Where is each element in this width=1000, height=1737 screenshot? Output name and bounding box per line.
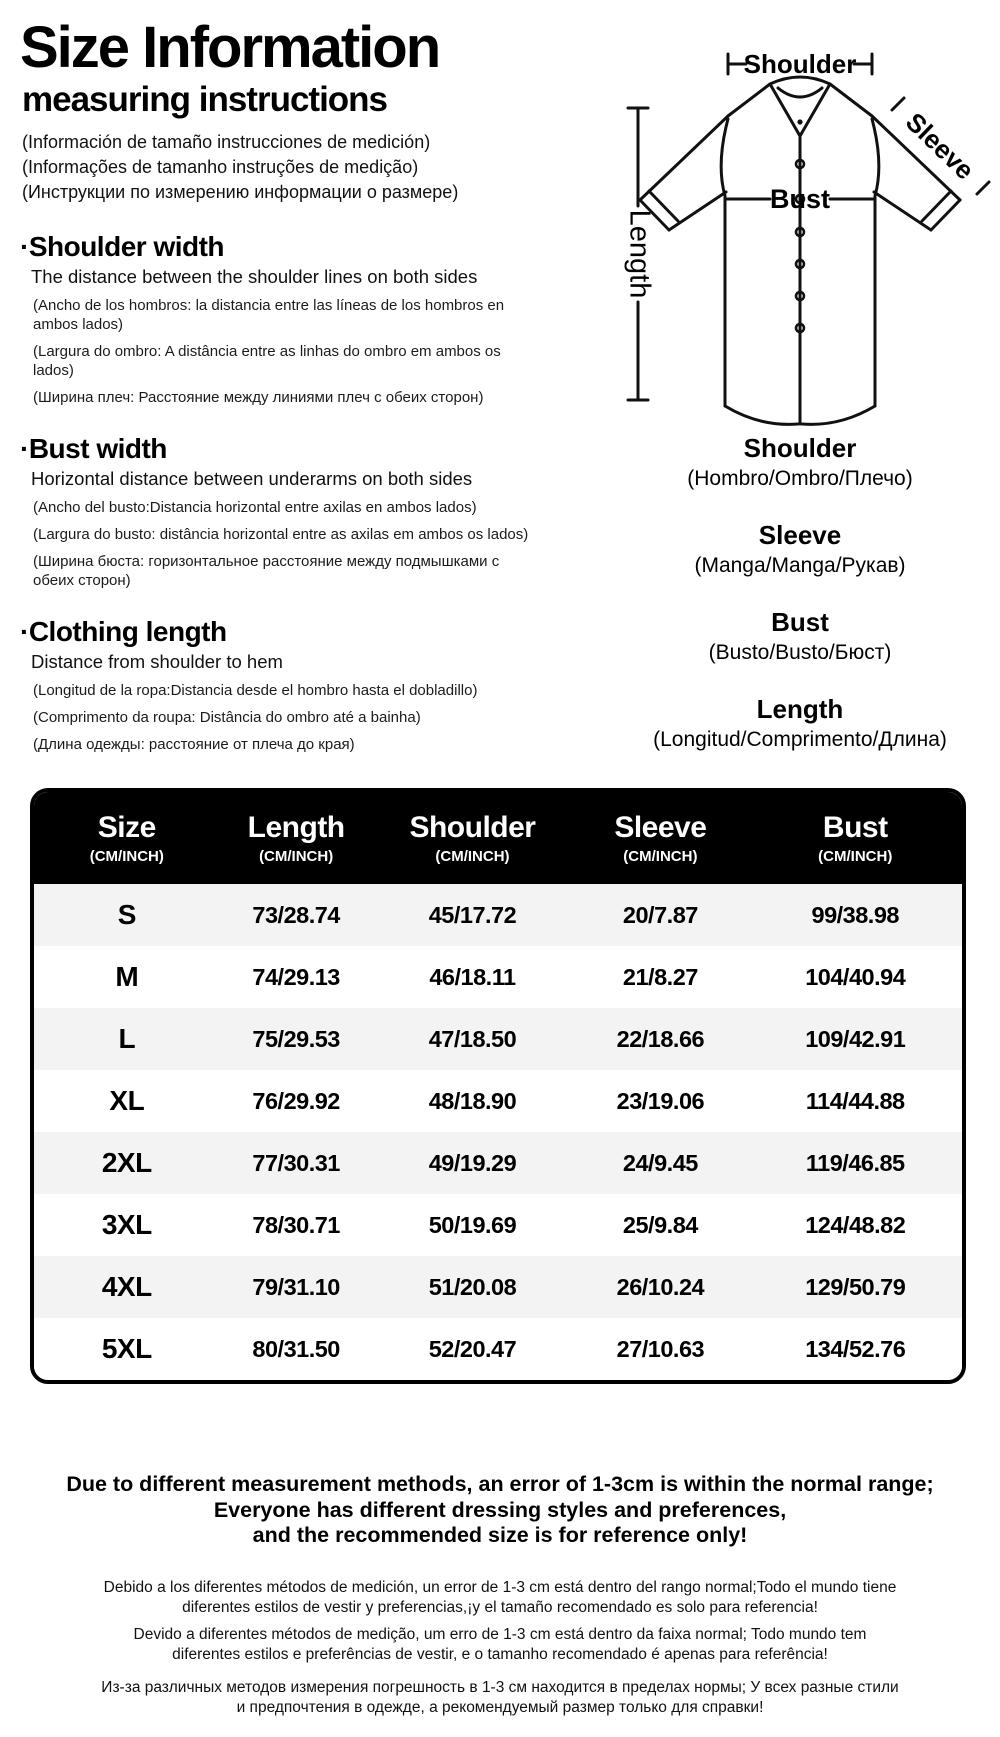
table-row-2xl [34, 1132, 962, 1194]
table-row-4xl [34, 1256, 962, 1318]
size-cell: XL [109, 1085, 145, 1116]
size-cell: 4XL [101, 1271, 152, 1302]
column-header-length [220, 811, 373, 865]
diagram-length-label: Length [623, 209, 656, 299]
table-row-3xl [34, 1194, 962, 1256]
length-cell: 80/31.50 [252, 1335, 340, 1362]
table-row-m [34, 946, 962, 1008]
section-note-ru: (Ширина плеч: Расстояние между линиями плеч с обеих сторон) [33, 389, 484, 407]
section-description: The distance between the shoulder lines on both sides [31, 266, 478, 288]
section-note-pt: (Largura do busto: distância horizontal entre as axilas em ambos os lados) [33, 525, 529, 543]
shoulder-cell: 52/20.47 [428, 1335, 517, 1362]
bust-cell: 114/44.88 [805, 1087, 905, 1114]
bust-cell: 99/38.98 [811, 901, 899, 928]
table-row-l [34, 1008, 962, 1070]
shoulder-cell: 49/19.29 [428, 1149, 517, 1176]
shirt-measurement-diagram-panel [600, 24, 1000, 752]
legend-term: Shoulder [743, 433, 857, 463]
disclaimer-line: Devido a diferentes métodos de medição, um erro de 1-3 cm está dentro da faixa normal; Todo mundo tem [133, 1626, 867, 1643]
column-header-size [34, 811, 220, 865]
sleeve-cell: 25/9.84 [622, 1211, 698, 1238]
title-translation-es: (Información de tamaño instrucciones de medición) [22, 132, 431, 153]
shoulder-cell: 46/18.11 [429, 963, 516, 990]
column-unit: (CM/INCH) [435, 848, 510, 865]
shoulder-cell: 50/19.69 [428, 1211, 517, 1238]
bust-cell: 134/52.76 [805, 1335, 906, 1362]
footer-disclaimer-en [0, 1472, 1000, 1549]
legend-term: Bust [771, 607, 829, 638]
column-unit: (CM/INCH) [818, 848, 893, 865]
page-subtitle: measuring instructions [22, 80, 388, 120]
table-row-5xl [34, 1318, 962, 1380]
size-cell: 2XL [101, 1147, 152, 1178]
bust-cell: 129/50.79 [805, 1273, 906, 1300]
legend-item-length [600, 695, 1000, 752]
size-cell: 5XL [101, 1333, 152, 1364]
disclaimer-line: Из-за различных методов измерения погрешность в 1-3 см находится в пределах нормы; У всех разные стили [101, 1679, 899, 1696]
length-cell: 78/30.71 [252, 1211, 340, 1238]
sleeve-cell: 24/9.45 [622, 1149, 698, 1176]
section-note-es: (Ancho del busto:Distancia horizontal entre axilas en ambos lados) [33, 498, 477, 516]
bust-cell: 104/40.94 [805, 963, 906, 990]
sleeve-cell: 21/8.27 [622, 963, 698, 990]
column-label: Sleeve [614, 811, 707, 844]
footer-disclaimer-pt [0, 1625, 1000, 1665]
disclaimer-line: and the recommended size is for reference only! [252, 1523, 748, 1547]
section-note-es: (Longitud de la ropa:Distancia desde el hombro hasta el dobladillo) [33, 681, 478, 699]
bust-cell: 124/48.82 [805, 1211, 906, 1238]
footer-disclaimer-es [0, 1578, 1000, 1618]
legend-translation: (Longitud/Comprimento/Длина) [653, 727, 947, 751]
shoulder-cell: 51/20.08 [428, 1273, 517, 1300]
disclaimer-line: diferentes estilos e preferências de vestir, e o tamanho recomendado é apenas para referência! [172, 1646, 828, 1663]
bust-cell: 119/46.85 [805, 1149, 905, 1176]
legend-item-bust [600, 608, 1000, 665]
section-clothing-length [20, 617, 552, 754]
column-header-shoulder [373, 811, 573, 865]
column-header-bust [749, 811, 962, 865]
section-note-pt: (Largura do ombro: A distância entre as linhas do ombro em ambos os lados) [33, 343, 501, 380]
shoulder-cell: 45/17.72 [428, 901, 517, 928]
column-unit: (CM/INCH) [259, 848, 334, 865]
disclaimer-line: и предпочтения в одежде, а рекомендуемый размер только для справки! [236, 1699, 764, 1716]
legend-translation: (Hombro/Ombro/Плечо) [687, 466, 913, 490]
section-heading: ·Bust width [20, 433, 167, 465]
size-cell: L [118, 1023, 136, 1054]
column-unit: (CM/INCH) [89, 848, 164, 865]
section-note-pt: (Comprimento da roupa: Distância do ombro até a bainha) [33, 708, 421, 726]
diagram-sleeve-label: Sleeve [899, 106, 981, 186]
diagram-shoulder-label: Shoulder [743, 49, 857, 79]
column-label: Bust [822, 811, 888, 844]
disclaimer-line: diferentes estilos de vestir y preferencias,¡y el tamaño recomendado es solo para referencia! [182, 1599, 818, 1616]
diagram-bust-label: Bust [770, 184, 830, 214]
section-heading: ·Clothing length [20, 615, 227, 647]
size-cell: M [115, 961, 139, 992]
column-label: Length [247, 811, 345, 844]
disclaimer-line: Due to different measurement methods, an error of 1-3cm is within the normal range; [66, 1472, 934, 1496]
table-row-xl [34, 1070, 962, 1132]
legend-item-sleeve [600, 521, 1000, 578]
sleeve-cell: 23/19.06 [616, 1087, 705, 1114]
shoulder-cell: 48/18.90 [428, 1087, 517, 1114]
section-note-ru: (Длина одежды: расстояние от плеча до края) [33, 735, 355, 753]
disclaimer-line: Everyone has different dressing styles and preferences, [213, 1497, 787, 1522]
size-cell: S [117, 899, 136, 930]
length-cell: 77/30.31 [252, 1149, 340, 1176]
shoulder-cell: 47/18.50 [428, 1025, 517, 1052]
sleeve-cell: 20/7.87 [622, 901, 698, 928]
table-row-s [34, 884, 962, 946]
title-translation-pt: (Informações de tamanho instruções de medição) [22, 157, 419, 178]
sleeve-cell: 27/10.63 [616, 1335, 705, 1362]
legend-term: Length [756, 694, 844, 725]
column-label: Shoulder [409, 811, 536, 844]
section-shoulder-width [20, 232, 552, 407]
section-note-es: (Ancho de los hombros: la distancia entre las líneas de los hombros en ambos lados) [33, 297, 505, 334]
column-unit: (CM/INCH) [623, 848, 698, 865]
column-label: Size [97, 811, 156, 844]
length-cell: 76/29.92 [252, 1087, 340, 1114]
length-cell: 74/29.13 [252, 963, 340, 990]
legend-term: Sleeve [758, 520, 842, 551]
sleeve-cell: 26/10.24 [616, 1273, 705, 1300]
bust-cell: 109/42.91 [805, 1025, 906, 1052]
footer-disclaimer-ru [0, 1678, 1000, 1718]
sleeve-cell: 22/18.66 [616, 1025, 705, 1052]
section-description: Horizontal distance between underarms on both sides [31, 467, 473, 489]
shirt-diagram-icon [600, 24, 1000, 428]
column-header-sleeve [572, 811, 748, 865]
section-heading: ·Shoulder width [20, 231, 225, 263]
length-cell: 79/31.10 [252, 1273, 340, 1300]
section-description: Distance from shoulder to hem [31, 650, 283, 672]
legend-item-shoulder [600, 434, 1000, 491]
page-title: Size Information [20, 15, 440, 80]
length-cell: 75/29.53 [252, 1025, 340, 1052]
size-table-header [34, 792, 962, 884]
section-note-ru: (Ширина бюста: горизонтальное расстояние между подмышками с обеих сторон) [33, 552, 500, 589]
measuring-instructions-panel [20, 15, 552, 754]
legend-translation: (Manga/Manga/Рукав) [694, 553, 906, 577]
legend-translation: (Busto/Busto/Бюст) [708, 640, 892, 664]
title-translation-ru: (Инструкции по измерению информации о размере) [22, 182, 459, 203]
size-cell: 3XL [101, 1209, 152, 1240]
disclaimer-line: Debido a los diferentes métodos de medición, un error de 1-3 cm está dentro del rango normal;Todo el mundo tiene [103, 1579, 897, 1596]
collar-button-icon [797, 119, 802, 124]
size-table [30, 788, 966, 1384]
length-cell: 73/28.74 [252, 901, 340, 928]
section-bust-width [20, 434, 552, 590]
